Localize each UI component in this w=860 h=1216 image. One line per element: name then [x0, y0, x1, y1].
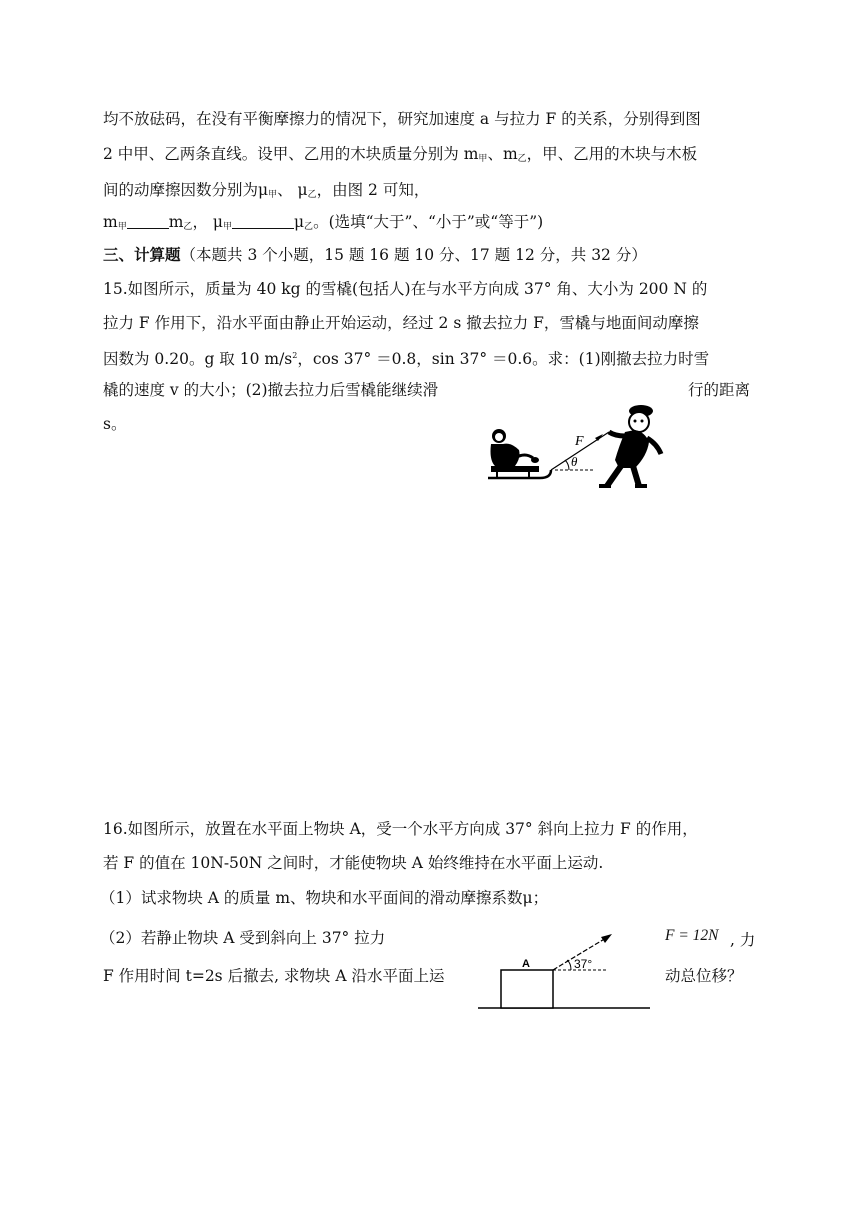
angle-arc — [565, 460, 569, 470]
intro-text-1: 均不放砝码，在没有平衡摩擦力的情况下，研究加速度 a 与拉力 F 的关系，分别得到图 — [103, 110, 701, 128]
q15-text-2: 拉力 F 作用下，沿水平面由静止开始运动，经过 2 s 撤去拉力 F，雪橇与地面间动摩擦 — [103, 314, 699, 332]
q15-text-4b: 行的距离 — [688, 381, 751, 399]
q15-line-2 — [103, 313, 699, 333]
q15-text-5: s。 — [103, 415, 127, 433]
subscript-yi: 乙 — [307, 190, 317, 200]
q16-line-5 — [103, 966, 444, 986]
q16-text-1: 16.如图所示，放置在水平面上物块 A，受一个水平方向成 37° 斜向上拉力 F 的作用， — [103, 820, 698, 838]
q15-text-3b: ，cos 37° ＝0.8，sin 37° ＝0.6。求：(1)刚撤去拉力时雪 — [297, 350, 710, 368]
q16-line-4-tail — [730, 930, 755, 950]
intro-text-2b: 、m — [487, 145, 518, 163]
q16-line-4 — [100, 928, 385, 948]
section-title: 三、计算题 — [103, 245, 181, 264]
section-heading — [103, 245, 647, 265]
force-label: F — [575, 434, 584, 449]
q16-text-4b: , 力 — [730, 931, 756, 949]
intro-text-3a: 间的动摩擦因数分别为μ — [103, 181, 269, 199]
intro-text-4c: ， μ — [192, 213, 223, 231]
subscript-jia: 甲 — [117, 222, 127, 232]
q15-line-1 — [103, 279, 707, 299]
force-arrowhead — [601, 934, 612, 943]
subscript-yi: 乙 — [517, 154, 527, 164]
intro-line-4 — [103, 212, 543, 237]
q16-line-5-tail — [665, 966, 743, 986]
intro-line-3 — [103, 180, 429, 205]
q15-line-4-tail — [688, 380, 750, 400]
intro-line-1 — [103, 109, 701, 129]
q15-text-1: 15.如图所示，质量为 40 kg 的雪橇(包括人)在与水平方向成 37° 角、大小为 200 N 的 — [103, 280, 708, 298]
q16-text-2: 若 F 的值在 10N-50N 之间时，才能使物块 A 始终维持在水平面上运动. — [103, 854, 604, 872]
angle-label: 37° — [574, 957, 593, 971]
formula-text: F = 12N — [665, 927, 719, 944]
theta-label: θ — [571, 454, 578, 469]
intro-text-4a: m — [103, 213, 118, 231]
q16-line-3 — [100, 888, 548, 908]
subscript-jia: 甲 — [222, 222, 232, 232]
subscript-jia: 甲 — [478, 154, 488, 164]
force-formula — [665, 926, 719, 946]
intro-text-4d: μ — [293, 213, 305, 231]
q16-text-5b: 动总位移？ — [665, 967, 743, 985]
q15-text-4a: 橇的速度 v 的大小；(2)撤去拉力后雪橇能继续滑 — [103, 381, 439, 399]
sled-figure — [485, 402, 685, 492]
block-figure — [478, 922, 658, 1012]
subscript-jia: 甲 — [268, 190, 278, 200]
q15-line-3 — [103, 346, 709, 369]
section-note: （本题共 3 个小题，15 题 16 题 10 分、17 题 12 分，共 32 分） — [180, 246, 647, 264]
block-a — [501, 970, 553, 1008]
intro-text-2a: 2 中甲、乙两条直线。设甲、乙用的木块质量分别为 m — [103, 145, 479, 163]
q16-text-4a: （2）若静止物块 A 受到斜向上 37° 拉力 — [100, 929, 386, 947]
intro-text-3c: ，由图 2 可知， — [316, 181, 430, 199]
q15-line-5 — [103, 414, 126, 434]
sled-icon — [488, 429, 551, 478]
answer-blank-mass[interactable] — [127, 214, 169, 229]
q16-text-3: （1）试求物块 A 的质量 m、物块和水平面间的滑动摩擦系数μ； — [100, 889, 549, 907]
q15-line-4 — [103, 380, 438, 400]
q16-line-2 — [103, 853, 603, 873]
answer-blank-friction[interactable] — [232, 214, 294, 229]
man-pulling-icon — [599, 405, 661, 488]
subscript-yi: 乙 — [304, 222, 314, 232]
intro-text-4e: 。(选填“大于”、“小于”或“等于”) — [313, 213, 544, 231]
intro-line-2 — [103, 144, 697, 169]
q15-text-3a: 因数为 0.20。g 取 10 m/s — [103, 350, 293, 368]
superscript-2: 2 — [292, 351, 298, 360]
intro-text-3b: 、 μ — [277, 181, 308, 199]
intro-text-2c: ，甲、乙用的木块与木板 — [526, 145, 698, 163]
q16-line-1 — [103, 819, 698, 839]
intro-text-4b: m — [168, 213, 184, 231]
q16-text-5a: F 作用时间 t=2s 后撤去, 求物块 A 沿水平面上运 — [103, 967, 445, 985]
block-label: A — [522, 958, 530, 970]
subscript-yi: 乙 — [183, 222, 193, 232]
